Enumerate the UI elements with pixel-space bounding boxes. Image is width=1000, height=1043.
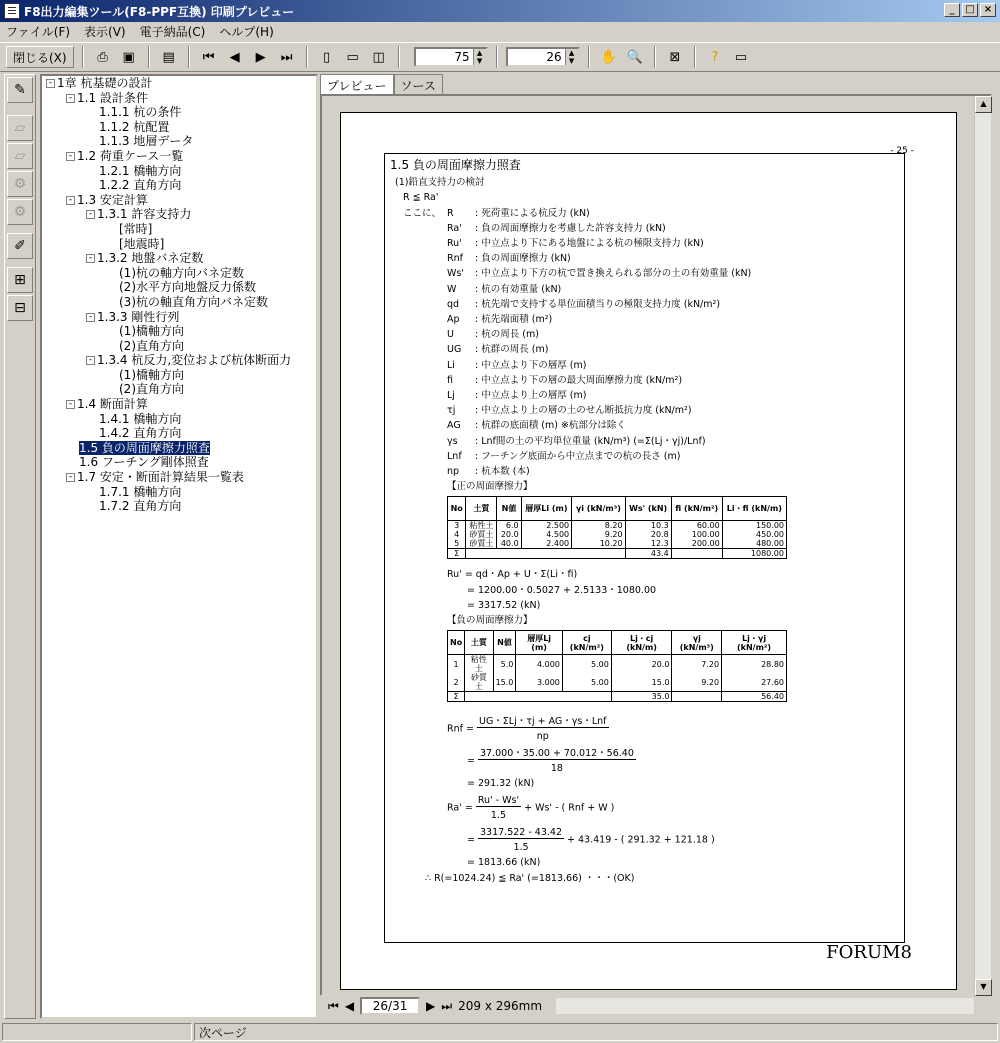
tree-node-label: (3)杭の軸直角方向バネ定数 [119,294,268,309]
definition-row [385,327,904,342]
tree-node-label: (1)橋軸方向 [119,324,184,339]
tree-collapse-icon[interactable]: ⊟ [7,295,33,321]
definition-row [385,373,904,388]
scroll-up-icon[interactable]: ▲ [975,96,992,113]
tree-node[interactable] [42,134,316,149]
menu-bar [0,22,1000,41]
definition-row [385,418,904,433]
ra-eq: = [467,834,475,846]
lf-sum: 1080.00 [722,549,786,559]
help-icon[interactable]: ? [711,49,719,65]
column-header: Lj・cj (kN/m) [611,631,672,655]
description: : 死荷重による杭反力 (kN) [475,207,590,219]
definition-row [385,282,904,297]
table-row [448,530,787,539]
column-header: 層厚Li (m) [521,497,571,521]
rnf-lhs: Rnf = [447,723,474,735]
tree-node-label: 1.3.2 地盤バネ定数 [97,251,204,266]
save-icon[interactable]: ▣ [122,49,135,65]
definition-row [385,297,904,312]
page-value: 26 [546,50,562,64]
table-cell: 5.0 [493,655,516,674]
symbol: np [447,466,460,478]
tree-expand-icon[interactable]: - [66,152,75,161]
tree-node-label: 1.5 負の周面摩擦力照査 [79,440,210,455]
table-row [448,673,787,692]
tree-node[interactable] [42,339,316,354]
column-header: 土質 [466,497,497,521]
tree-node[interactable] [42,455,316,470]
edit-pencil-icon[interactable]: ✎ [7,77,33,103]
rnf-den-2: 18 [550,763,563,775]
definition-row [385,358,904,373]
left-tool-panel [4,74,36,1019]
description: : 負の周面摩擦力を考慮した許容支持力 (kN) [475,222,666,234]
table-cell: 3 [448,521,466,531]
rnf-fraction-2 [478,746,636,776]
tree-node[interactable] [42,412,316,427]
sum-label: Σ [448,692,465,702]
description: : 杭の周長 (m) [475,329,539,341]
condition: R ≦ Ra' [403,192,439,204]
table-cell: 3.000 [516,673,563,692]
negative-friction-table [447,630,787,702]
tool-gray-1-icon[interactable]: ▱ [7,115,33,141]
ra-result: = 1813.66 (kN) [467,857,541,869]
fit-page-icon[interactable]: ◫ [372,49,385,65]
tree-node[interactable] [42,266,316,281]
tool-gray-3-icon[interactable]: ⚙ [7,171,33,197]
definition-row [385,388,904,403]
column-header: N値 [493,631,516,655]
tree-node[interactable] [42,164,316,179]
ra-den-2: 1.5 [513,842,529,854]
tab-preview[interactable]: プレビュー [320,74,394,94]
symbol: Ap [447,314,460,326]
window-title: F8出力編集ツール(F8-PPF互換) 印刷プレビュー [24,4,295,19]
table-cell: 100.00 [671,530,722,539]
menu-file[interactable]: ファイル(F) [6,25,71,39]
tree-node-label: 1.1.2 杭配置 [99,119,170,134]
tree-node[interactable] [42,295,316,310]
title-bar [0,0,1000,22]
tree-node-label: (1)橋軸方向 [119,367,184,382]
tool-gray-4-icon[interactable]: ⚙ [7,199,33,225]
description: : 杭の有効重量 (kN) [475,283,562,295]
paper-size: 209 x 296mm [458,999,543,1013]
vertical-scrollbar[interactable] [974,96,991,996]
tree-node-label: 1.3 安定計算 [77,192,148,207]
table-cell: 2 [448,673,465,692]
table-cell: 粘性土 [466,521,497,531]
tree-node-label: 1.2 荷重ケース一覧 [77,148,184,163]
close-window-button[interactable]: × [980,3,996,17]
table-cell: 砂質土 [466,530,497,539]
zoom-spin-arrows[interactable]: ▲ ▼ [473,49,486,65]
preview-page [340,112,957,990]
last-page-icon[interactable]: ⏭ [280,49,293,65]
table-cell: 4 [448,530,466,539]
symbol: Ru' [447,238,462,250]
table-cell: 28.80 [722,655,787,674]
column-header: γj (kN/m³) [672,631,722,655]
symbol: U [447,329,454,341]
tree-expand-icon[interactable]: - [66,94,75,103]
column-header: fi (kN/m²) [671,497,722,521]
rnf-den-1: np [536,731,549,743]
maximize-button[interactable]: □ [962,3,978,17]
table-cell: 10.20 [572,539,625,549]
tree-node-label: 1章 杭基礎の設計 [57,76,153,90]
table-cell: 12.3 [625,539,671,549]
definition-row [385,206,904,221]
lc-sum: 35.0 [611,692,672,702]
definition-row [385,464,904,479]
table-cell: 480.00 [722,539,786,549]
ru-line-2: = 1200.00・0.5027 + 2.5133・1080.00 [467,584,657,596]
symbol: W [447,283,457,295]
column-header: Li・fi (kN/m) [722,497,786,521]
tree-node[interactable] [42,237,316,252]
table-cell: 20.0 [497,530,521,539]
table-cell: 4.500 [521,530,571,539]
column-header: Lj・γj (kN/m²) [722,631,787,655]
definition-row [385,449,904,464]
tree-node[interactable] [42,397,316,412]
table-cell: 200.00 [671,539,722,549]
table-row [448,521,787,531]
status-bar [0,1021,1000,1043]
tree-node[interactable] [42,193,316,208]
description: : 中立点より下にある地盤による杭の極限支持力 (kN) [475,238,704,250]
description: : 杭本数 (本) [475,466,530,478]
description: : 杭群の周長 (m) [475,344,549,356]
tree-expand-icon[interactable]: - [86,356,95,365]
definition-row [385,221,904,236]
table-cell: 4.000 [516,655,563,674]
tree-node-label: 1.7 安定・断面計算結果一覧表 [77,470,244,485]
description: : 中立点より上の層厚 (m) [475,390,587,402]
tree-node[interactable] [42,324,316,339]
table-cell: 7.20 [672,655,722,674]
ru-line-3: = 3317.52 (kN) [467,599,541,611]
print-icon[interactable]: ⎙ [97,49,108,65]
tree-node[interactable] [42,120,316,135]
zoom-value: 75 [454,50,470,64]
tree-expand-icon[interactable]: - [86,254,95,263]
definition-row [385,434,904,449]
tree-node-label: 1.3.4 杭反力,変位および杭体断面力 [97,353,292,368]
column-header: N値 [497,497,521,521]
nav-next-icon[interactable]: ▶ [426,999,436,1013]
tree-node[interactable] [42,382,316,397]
symbol: Rnf [447,253,463,265]
tree-node-label: 1.4.1 橋軸方向 [99,411,182,426]
tree-node-label: 1.2.2 直角方向 [99,178,182,193]
symbol: Ws' [447,268,464,280]
tree-node-label: 1.1.3 地層データ [99,134,194,149]
ra-substitution [385,825,904,855]
table-cell: 粘性土 [465,655,493,674]
zoom-icon[interactable]: 🔍 [626,49,643,65]
definitions [385,206,904,480]
tree-expand-icon[interactable]: - [86,210,95,219]
column-header: Ws' (kN) [625,497,671,521]
ra-lhs: Ra' = [447,802,473,814]
symbol: Lnf [447,450,462,462]
content-box [384,153,905,943]
tree-expand-icon[interactable]: ⊞ [7,267,33,293]
page-indicator[interactable]: 26/31 [360,997,420,1015]
tree-node[interactable] [42,105,316,120]
single-page-icon[interactable]: ▯ [323,49,331,65]
tree-node[interactable] [42,485,316,500]
page-number: - 25 - [890,146,914,156]
tree-node[interactable] [42,178,316,193]
tree-node[interactable] [42,470,316,485]
page-spinner[interactable] [506,47,580,67]
table-cell: 5.00 [562,673,611,692]
defs-prefix: ここに、 [403,207,442,219]
nav-prev-icon[interactable]: ◀ [344,999,355,1013]
table-cell: 8.20 [572,521,625,531]
table-cell: 150.00 [722,521,786,531]
next-page-icon[interactable]: ▶ [255,49,266,65]
ra-num-2: 3317.522 - 43.42 [480,827,562,839]
tree-node[interactable] [42,441,316,456]
tree-node[interactable] [42,499,316,514]
menu-electronic-delivery[interactable]: 電子納品(C) [139,25,206,39]
tree-node[interactable] [42,426,316,441]
first-page-icon[interactable]: ⏮ [202,49,215,65]
symbol: Lj [447,390,455,402]
column-header: 土質 [465,631,493,655]
tool-color-icon[interactable]: ✐ [7,233,33,259]
conclusion: ∴ R(=1024.24) ≦ Ra' (=1813.66) ・・・(OK) [425,872,635,884]
nav-first-icon[interactable]: ⏮ [328,998,339,1013]
tree-expand-icon[interactable]: - [86,313,95,322]
app-icon [4,3,20,19]
tree-node[interactable] [42,149,316,164]
status-hint: 次ページ [194,1023,998,1041]
symbol: Ra' [447,222,462,234]
definition-row [385,236,904,251]
tree-node-label: 1.4.2 直角方向 [99,426,182,441]
tree-node-label: 1.3.1 許容支持力 [97,207,192,222]
page-spin-arrows[interactable]: ▲ ▼ [565,49,578,65]
tree-expand-icon[interactable]: - [46,79,55,88]
tree-node[interactable] [42,368,316,383]
symbol: τj [447,405,456,417]
section-heading: 1.5 負の周面摩擦力照査 [390,158,521,172]
rnf-result: = 291.32 (kN) [467,778,535,790]
definition-row [385,403,904,418]
table-row [448,655,787,674]
definition-row [385,251,904,266]
ra-tail-1: + Ws' - ( Rnf + W ) [524,802,615,814]
positive-friction-table [447,496,787,559]
column-header: No [448,497,466,521]
description: : 杭先端で支持する単位面積当りの極限支持力度 (kN/m²) [475,298,721,310]
table-cell: 15.0 [493,673,516,692]
ra-fraction-1 [476,793,521,823]
table-cell: 2.500 [521,521,571,531]
tree-node-label: 1.2.1 橋軸方向 [99,163,182,178]
zoom-spinner[interactable] [414,47,488,67]
view-tabs [320,74,443,94]
tree-expand-icon[interactable]: - [66,196,75,205]
table-cell: 1 [448,655,465,674]
table-cell: 20.0 [611,655,672,674]
tree-node-label: (2)直角方向 [119,382,184,397]
tree-node-label: 1.6 フーチング剛体照査 [79,455,209,470]
symbol: qd [447,298,460,310]
subheading: (1)鉛直支持力の検討 [395,177,485,189]
symbol: R [447,207,454,219]
table-cell: 2.400 [521,539,571,549]
table-cell: 10.3 [625,521,671,531]
column-header: γi (kN/m³) [572,497,625,521]
table-row [448,539,787,549]
tree-node-label: 1.3.3 剛性行列 [97,309,180,324]
column-header: 層厚Lj (m) [516,631,563,655]
symbol: UG [447,344,462,356]
ra-tail-2: + 43.419 - ( 291.32 + 121.18 ) [567,834,715,846]
tree-node-label: 1.1.1 杭の条件 [99,105,182,120]
minimize-button[interactable]: _ [944,3,960,17]
negative-friction-title: 【負の周面摩擦力】 [447,615,533,627]
rnf-fraction-1 [477,714,609,744]
menu-help[interactable]: ヘルプ(H) [219,25,274,39]
table-cell: 40.0 [497,539,521,549]
rnf-substitution [385,746,904,776]
menu-view[interactable]: 表示(V) [84,25,126,39]
table-cell: 砂質土 [466,539,497,549]
description: : 杭先端面積 (m²) [475,314,553,326]
horizontal-scrollbar[interactable] [556,998,974,1014]
sum-label: Σ [448,549,466,559]
toolbar [0,42,1000,72]
tree-node[interactable] [42,222,316,237]
description: : フーチング底面から中立点までの杭の長さ (m) [475,450,681,462]
definition-row [385,266,904,281]
tree-node-label: (2)直角方向 [119,338,184,353]
tree-expand-icon[interactable]: - [66,400,75,409]
tree-node-label: [地震時] [119,236,165,251]
table-cell: 砂質土 [465,673,493,692]
rnf-eq: = [467,755,475,767]
description: : Lnf間の土の平均単位重量 (kN/m³) (=Σ(Lj・γj)/Lnf) [475,435,706,447]
table-cell: 5 [448,539,466,549]
description: : 中立点より下の層の最大周面摩擦力度 (kN/m²) [475,374,683,386]
ra-formula [385,793,904,823]
description: : 中立点より下の層厚 (m) [475,359,587,371]
tool-gray-2-icon[interactable]: ▱ [7,143,33,169]
lg-sum: 56.40 [722,692,787,702]
tree-node[interactable] [42,91,316,106]
tree-node-label: 1.4 断面計算 [77,397,148,412]
fit-width-icon[interactable]: ▭ [346,49,359,65]
rnf-formula [385,714,904,744]
tree-node-label: 1.1 設計条件 [77,90,148,105]
description: : 杭群の底面積 (m) ※杭部分は除く [475,420,626,432]
tree-node[interactable] [42,353,316,368]
tree-node[interactable] [42,76,316,91]
close-button[interactable]: 閉じる(X) [6,46,74,68]
tab-source[interactable]: ソース [394,74,443,94]
tree-node-label: 1.7.1 橋軸方向 [99,484,182,499]
prev-page-icon[interactable]: ◀ [229,49,240,65]
definition-row [385,312,904,327]
tree-node-label: 1.7.2 直角方向 [99,499,182,514]
table-cell: 450.00 [722,530,786,539]
table-cell: 6.0 [497,521,521,531]
forum8-logo: FORUM8 [826,942,912,963]
definition-row [385,342,904,357]
ra-fraction-2 [478,825,564,855]
column-header: cj (kN/m²) [562,631,611,655]
hand-icon[interactable]: ✋ [600,49,617,65]
symbol: γs [447,435,458,447]
ru-line-1: Ru' = qd・Ap + U・Σ(Li・fi) [447,569,578,581]
table-cell: 9.20 [572,530,625,539]
tree-expand-icon[interactable]: - [66,473,75,482]
table-cell: 9.20 [672,673,722,692]
tree-node-label: [常時] [119,221,153,236]
status-pane-1 [2,1023,192,1041]
export-icon[interactable]: ⊠ [669,49,681,65]
table-cell: 15.0 [611,673,672,692]
table-cell: 60.00 [671,521,722,531]
tree-node[interactable] [42,251,316,266]
tree-node-label: (1)杭の軸方向バネ定数 [119,265,244,280]
ra-den-1: 1.5 [490,810,507,822]
tree-node[interactable] [42,280,316,295]
description: : 負の周面摩擦力 (kN) [475,253,571,265]
page-setup-icon[interactable]: ▤ [162,49,175,65]
rnf-num-1: UG・ΣLj・τj + AG・γs・Lnf [478,716,607,728]
symbol: AG [447,420,461,432]
tree-node[interactable] [42,310,316,325]
column-header: No [448,631,465,655]
nav-last-icon[interactable]: ⏭ [441,998,453,1013]
table-cell: 5.00 [562,655,611,674]
table-cell: 27.60 [722,673,787,692]
info-icon[interactable]: ▭ [734,49,748,65]
symbol: Li [447,359,455,371]
table-cell: 20.8 [625,530,671,539]
tree-node[interactable] [42,207,316,222]
rnf-num-2: 37.000・35.00 + 70.012・56.40 [480,748,634,760]
contents-tree [40,74,318,1019]
symbol: fi [447,374,453,386]
description: : 中立点より上の層の土のせん断抵抗力度 (kN/m²) [475,405,692,417]
ws-sum: 43.4 [625,549,671,559]
ra-num-1: Ru' - Ws' [477,795,520,807]
tree-node-label: (2)水平方向地盤反力係数 [119,280,256,295]
description: : 中立点より下方の杭で置き換えられる部分の土の有効重量 (kN) [475,268,752,280]
positive-friction-title: 【正の周面摩擦力】 [447,481,533,493]
scroll-down-icon[interactable]: ▼ [975,979,992,996]
